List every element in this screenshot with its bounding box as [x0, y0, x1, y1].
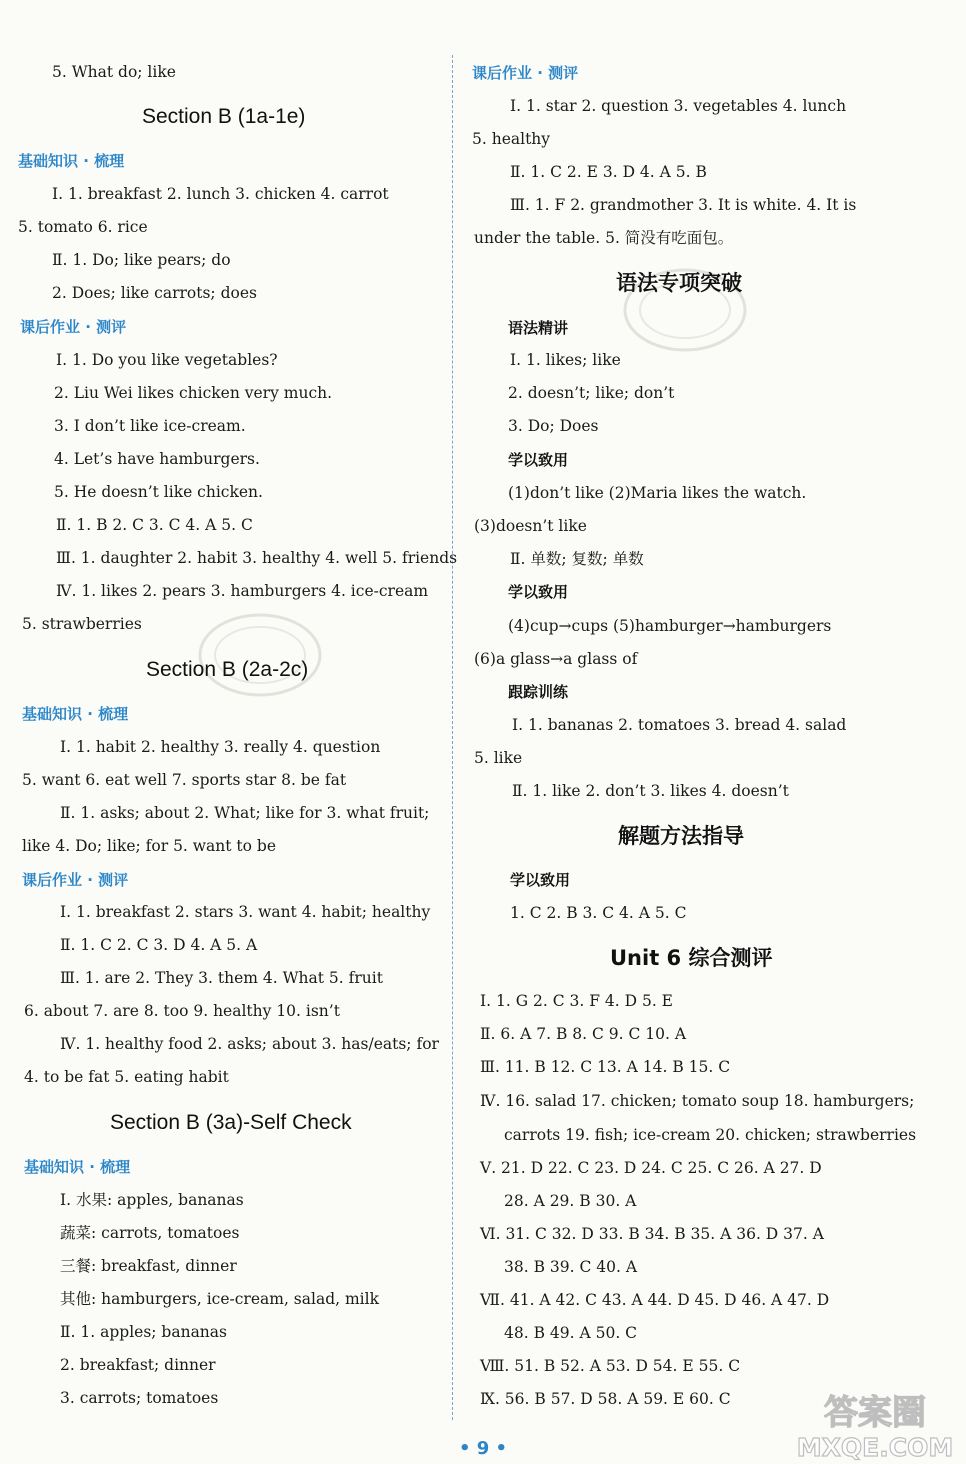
- watermark-text-2: MXQE.COM: [796, 1433, 954, 1462]
- grammar-title: 语法专项突破: [616, 271, 742, 295]
- sub-heading: 课后作业 · 测评: [472, 64, 579, 82]
- answer-line: 5. strawberries: [22, 615, 142, 633]
- sub-heading: 课后作业 · 测评: [22, 871, 129, 889]
- answer-line: Ⅳ. 1. healthy food 2. asks; about 3. has/eats; for: [60, 1035, 439, 1053]
- answer-line: 2. breakfast; dinner: [60, 1356, 216, 1374]
- answer-line: Ⅰ. 1. bananas 2. tomatoes 3. bread 4. salad: [512, 716, 847, 734]
- answer-line: Ⅱ. 1. B 2. C 3. C 4. A 5. C: [56, 516, 253, 534]
- answer-line: Ⅰ. 1. likes; like: [510, 351, 621, 369]
- answer-line: Ⅱ. 1. apples; bananas: [60, 1323, 227, 1341]
- answer-line: Ⅲ. 1. are 2. They 3. them 4. What 5. fruit: [60, 969, 383, 987]
- answer-line: 1. C 2. B 3. C 4. A 5. C: [510, 904, 687, 922]
- answer-line: 2. Does; like carrots; does: [52, 284, 257, 302]
- answer-line: like 4. Do; like; for 5. want to be: [22, 837, 277, 855]
- answer-line: Ⅳ. 16. salad 17. chicken; tomato soup 18. hamburgers;: [480, 1092, 915, 1110]
- watermark-logo: [786, 1384, 964, 1462]
- answer-line: Ⅸ. 56. B 57. D 58. A 59. E 60. C: [480, 1390, 731, 1408]
- answer-line: Ⅰ. 1. breakfast 2. lunch 3. chicken 4. carrot: [52, 185, 389, 203]
- label: 跟踪训练: [508, 683, 569, 701]
- answer-line: Ⅰ. 1. star 2. question 3. vegetables 4. lunch: [510, 97, 847, 115]
- answer-line: Ⅳ. 1. likes 2. pears 3. hamburgers 4. ice-cream: [56, 582, 429, 600]
- answer-line: Ⅶ. 41. A 42. C 43. A 44. D 45. D 46. A 47. D: [480, 1291, 830, 1309]
- page-number: • 9 •: [458, 1438, 508, 1459]
- label: 语法精讲: [508, 319, 569, 337]
- answer-line: 3. carrots; tomatoes: [60, 1389, 219, 1407]
- answer-line: 38. B 39. C 40. A: [504, 1258, 638, 1276]
- answer-line: Ⅰ. 1. breakfast 2. stars 3. want 4. habit; healthy: [60, 903, 431, 921]
- unit-title: Unit 6 综合测评: [610, 946, 773, 970]
- label: 学以致用: [508, 451, 569, 469]
- answer-line: 6. about 7. are 8. too 9. healthy 10. isn’t: [24, 1002, 340, 1020]
- answer-line: Ⅱ. 1. like 2. don’t 3. likes 4. doesn’t: [512, 782, 789, 800]
- sub-heading: 基础知识 · 梳理: [18, 152, 125, 170]
- method-title: 解题方法指导: [618, 824, 744, 848]
- answer-line: Ⅱ. 1. Do; like pears; do: [52, 251, 231, 269]
- answer-line: 5. tomato 6. rice: [18, 218, 148, 236]
- answer-line: Ⅲ. 11. B 12. C 13. A 14. B 15. C: [480, 1058, 731, 1076]
- answer-line: 3. I don’t like ice-cream.: [54, 417, 246, 435]
- answer-line: 5. like: [474, 749, 523, 767]
- answer-line: Ⅵ. 31. C 32. D 33. B 34. B 35. A 36. D 37. A: [480, 1225, 824, 1243]
- answer-line: (1)don’t like (2)Maria likes the watch.: [508, 484, 807, 502]
- answer-line: Ⅰ. 水果: apples, bananas: [60, 1191, 244, 1209]
- answer-line: Ⅰ. 1. G 2. C 3. F 4. D 5. E: [480, 992, 674, 1010]
- answer-line: 28. A 29. B 30. A: [504, 1192, 637, 1210]
- answer-line: 5. What do; like: [52, 63, 176, 81]
- watermark-text-1: 答案圈: [824, 1393, 926, 1433]
- section-heading: Section B (3a)-Self Check: [110, 1111, 352, 1134]
- answer-line: under the table. 5. 简没有吃面包。: [474, 229, 734, 247]
- answer-line: 48. B 49. A 50. C: [504, 1324, 638, 1342]
- answer-line: (6)a glass→a glass of: [474, 650, 638, 668]
- answer-line: Ⅱ. 单数; 复数; 单数: [510, 550, 644, 568]
- answer-line: 蔬菜: carrots, tomatoes: [60, 1224, 240, 1242]
- answer-line: 2. Liu Wei likes chicken very much.: [54, 384, 333, 402]
- sub-heading: 基础知识 · 梳理: [24, 1158, 131, 1176]
- answer-line: 2. doesn’t; like; don’t: [508, 384, 675, 402]
- section-heading: Section B (2a-2c): [146, 658, 309, 681]
- answer-line: Ⅲ. 1. daughter 2. habit 3. healthy 4. well 5. friends: [56, 549, 458, 567]
- section-heading: Section B (1a-1e): [142, 105, 306, 128]
- answer-line: (3)doesn’t like: [474, 517, 587, 535]
- answer-line: 3. Do; Does: [508, 417, 599, 435]
- answer-line: 4. Let’s have hamburgers.: [54, 450, 260, 468]
- answer-line: Ⅲ. 1. F 2. grandmother 3. It is white. 4. It is: [510, 196, 857, 214]
- answer-line: Ⅱ. 1. C 2. E 3. D 4. A 5. B: [510, 163, 707, 181]
- answer-line: carrots 19. fish; ice-cream 20. chicken; strawberries: [504, 1126, 917, 1144]
- answer-line: Ⅱ. 1. C 2. C 3. D 4. A 5. A: [60, 936, 258, 954]
- answer-line: Ⅱ. 1. asks; about 2. What; like for 3. what fruit;: [60, 804, 430, 822]
- answer-line: Ⅷ. 51. B 52. A 53. D 54. E 55. C: [480, 1357, 741, 1375]
- label: 学以致用: [510, 871, 571, 889]
- answer-line: 4. to be fat 5. eating habit: [24, 1068, 229, 1086]
- answer-line: Ⅴ. 21. D 22. C 23. D 24. C 25. C 26. A 27. D: [480, 1159, 822, 1177]
- answer-line: 5. healthy: [472, 130, 551, 148]
- answer-line: 其他: hamburgers, ice-cream, salad, milk: [60, 1290, 379, 1308]
- sub-heading: 基础知识 · 梳理: [22, 705, 129, 723]
- answer-line: (4)cup→cups (5)hamburger→hamburgers: [508, 617, 832, 635]
- answer-line: 5. want 6. eat well 7. sports star 8. be fat: [22, 771, 347, 789]
- answer-line: Ⅰ. 1. habit 2. healthy 3. really 4. question: [60, 738, 381, 756]
- faint-stamp: [195, 610, 325, 700]
- answer-line: 三餐: breakfast, dinner: [60, 1257, 237, 1275]
- label: 学以致用: [508, 583, 569, 601]
- answer-line: 5. He doesn’t like chicken.: [54, 483, 263, 501]
- answer-line: Ⅱ. 6. A 7. B 8. C 9. C 10. A: [480, 1025, 687, 1043]
- sub-heading: 课后作业 · 测评: [20, 318, 127, 336]
- answer-line: Ⅰ. 1. Do you like vegetables?: [56, 351, 278, 369]
- column-divider: [452, 55, 453, 1420]
